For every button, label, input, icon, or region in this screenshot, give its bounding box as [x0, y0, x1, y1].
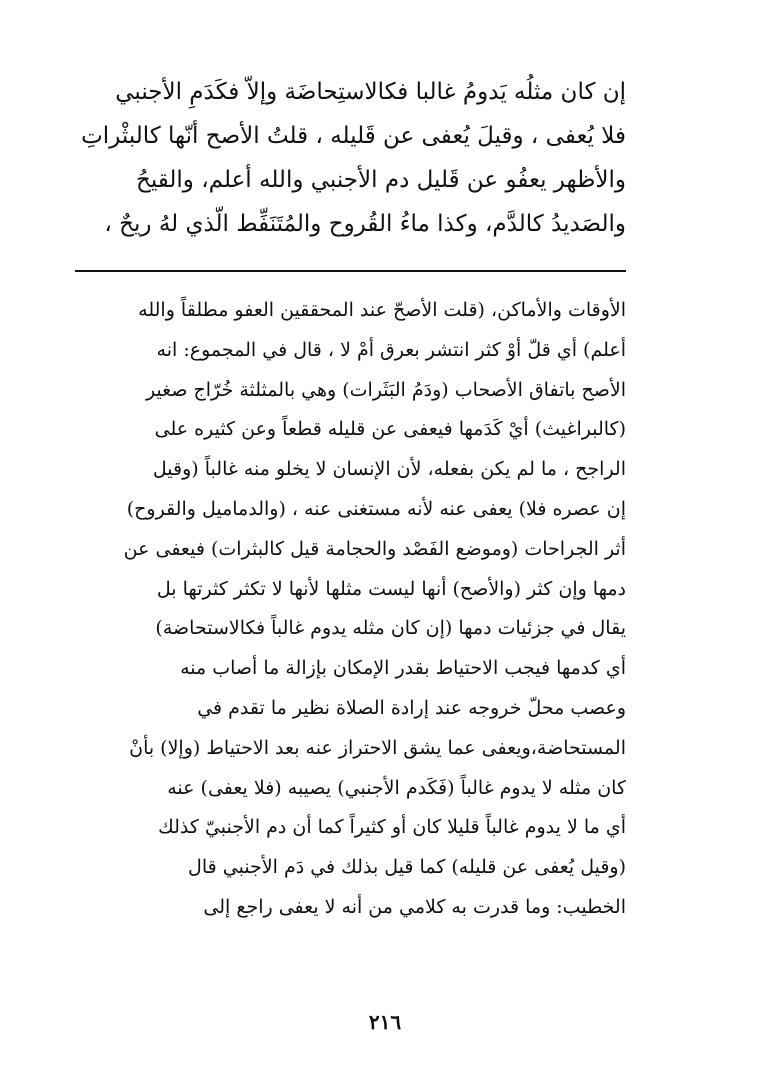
commentary-block — [70, 291, 626, 928]
main-text-line: والأظهر يعفُو عن قَليل دم الأجنبي والله أعلم، والقيحُ — [135, 167, 626, 193]
commentary-line: الأصح باتفاق الأصحاب (ودَمُ البَثَرات) وهي بالمثلثة خُرّاج صغير — [145, 378, 626, 401]
commentary-line: وعصب محلّ خروجه عند إرادة الصلاة نظير ما تقدم في — [197, 696, 626, 719]
commentary-line: (وقيل يُعفى عن قليله) كما قيل بذلك في دَم الأجنبي قال — [188, 856, 626, 879]
page-number: ٢١٦ — [368, 1010, 402, 1034]
commentary-line: كان مثله لا يدوم غالباً (فَكَدم الأجنبي) يصيبه (فلا يعفى) عنه — [167, 776, 626, 799]
commentary-line: أي ما لا يدوم غالباً قليلا كان أو كثيراً كما أن دم الأجنبيّ كذلك — [158, 816, 626, 839]
commentary-line: المستحاضة،ويعفى عما يشق الاحتراز عنه بعد الاحتياط (وإلا) بأنْ — [129, 736, 626, 759]
section-divider — [75, 270, 626, 272]
commentary-line: الأوقات والأماكن، (قلت الأصحّ عند المحققين العفو مطلقاً والله — [138, 299, 626, 321]
commentary-line: أثر الجراحات (وموضع الفَصْد والحجامة قيل كالبثرات) فيعفى عن — [123, 537, 626, 560]
commentary-line: الراجح ، ما لم يكن بفعله، لأن الإنسان لا يخلو منه غالباً (وقيل — [152, 458, 626, 481]
commentary-line: يقال في جزئيات دمها (إن كان مثله يدوم غالباً فكالاستحاضة) — [155, 617, 626, 640]
main-text-line: فلا يُعفى ، وقيلَ يُعفى عن قَليله ، قلتُ الأصح أنّها كالبثْراتِ — [81, 123, 626, 149]
commentary-line: إن عصره فلا) يعفى عنه لأنه مستغنى عنه ، (والدماميل والقروح) — [126, 497, 626, 520]
main-text-line: إن كان مثلُه يَدومُ غالبا فكالاستِحاضَة وإلاّ فكَدَمِ الأجنبي — [115, 79, 626, 105]
commentary-line: أي كدمها فيجب الاحتياط بقدر الإمكان بإزالة ما أصاب منه — [180, 657, 626, 680]
main-text-block — [70, 70, 626, 246]
main-text-line: والصَديدُ كالدَّم، وكذا ماءُ القُروح والمُتَنَفِّط الّذي لهُ ريحٌ ، — [104, 211, 626, 237]
commentary-line: أعلم) أي قلّ أوْ كثر انتشر بعرق أمْ لا ، قال في المجموع: انه — [156, 338, 626, 361]
commentary-line: الخطيب: وما قدرت به كلامي من أنه لا يعفى راجع إلى — [203, 895, 626, 918]
commentary-line: دمها وإن كثر (والأصح) أنها ليست مثلها لأنها لا تكثر كثرتها بل — [156, 577, 626, 600]
commentary-line: (كالبراغيث) أيْ كَدَمها فيعفى عن قليله قطعاً وعن كثيره على — [154, 418, 626, 441]
